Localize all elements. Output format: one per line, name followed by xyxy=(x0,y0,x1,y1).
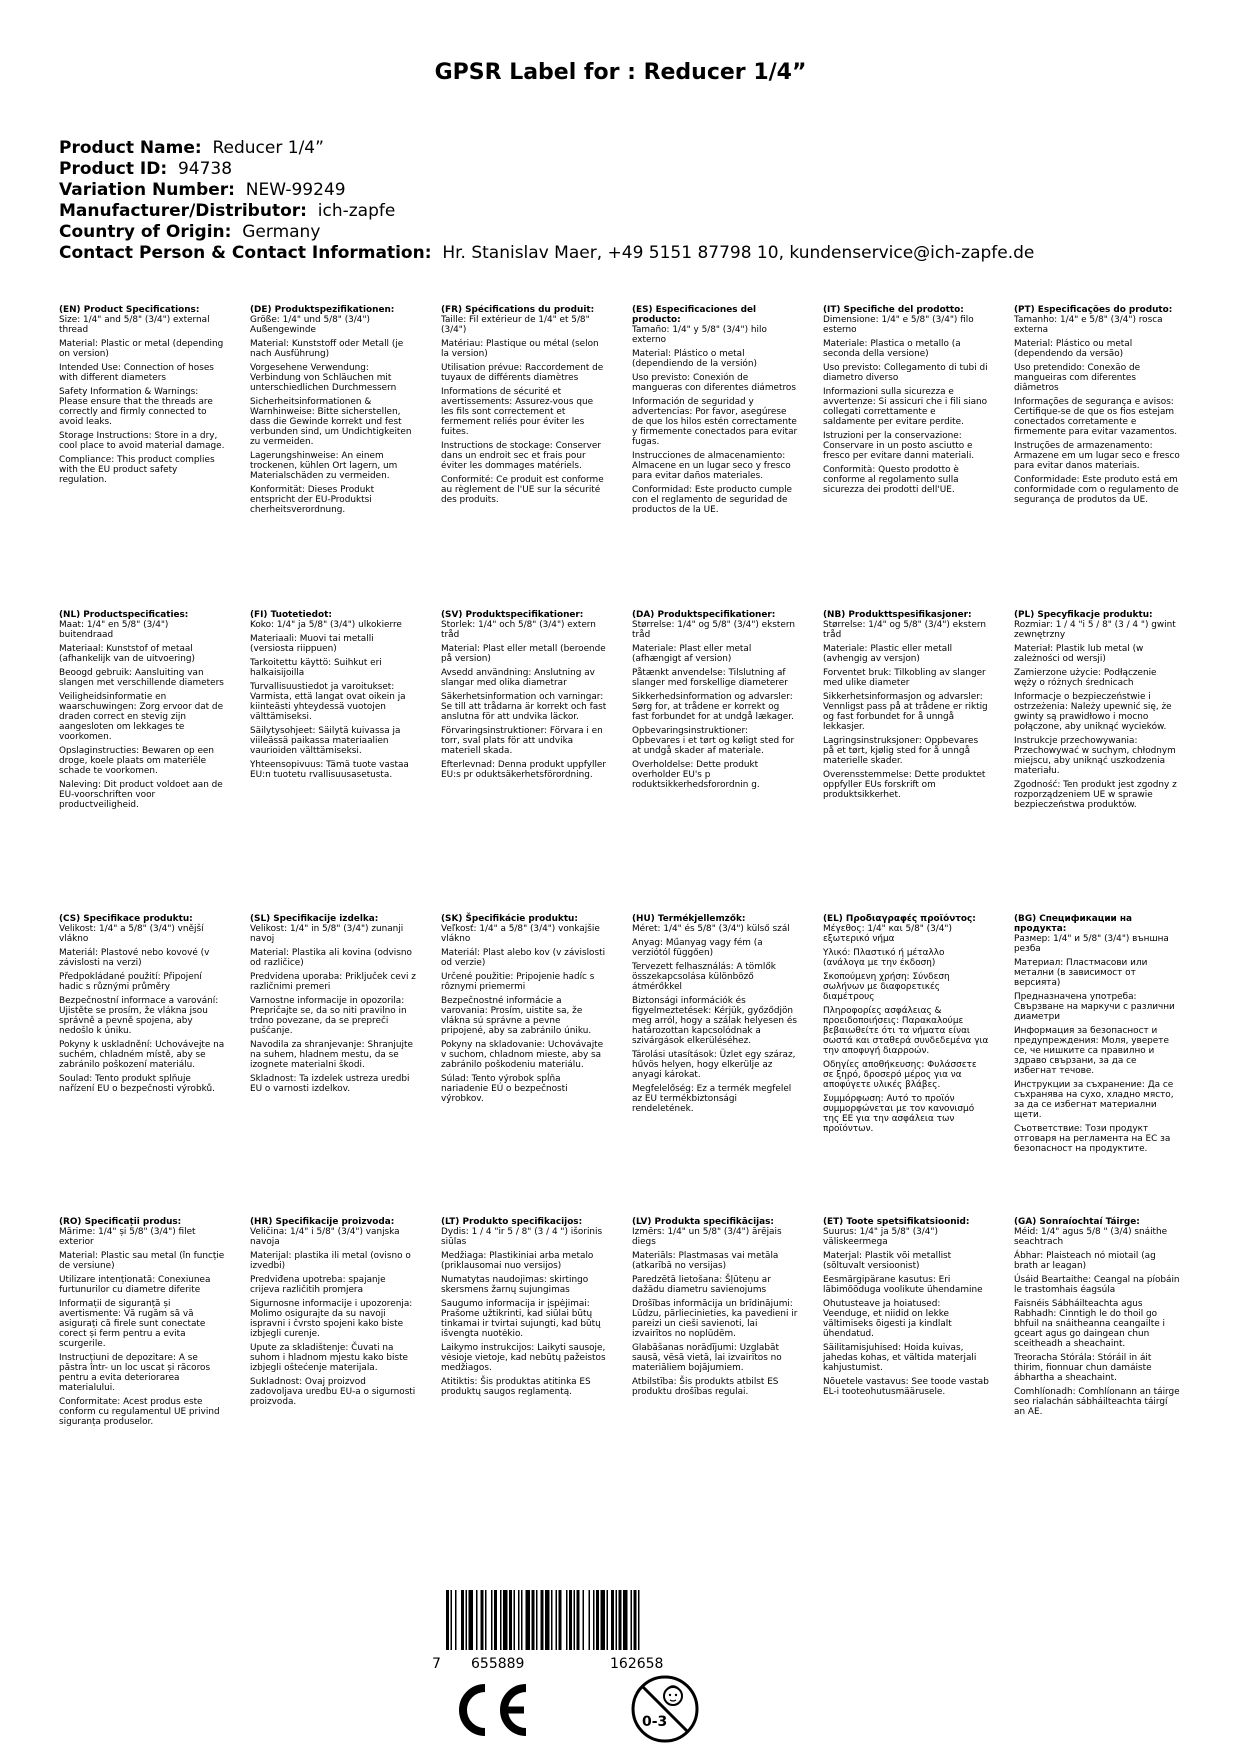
spec-block-sv xyxy=(441,610,607,784)
spec-block-hu xyxy=(632,914,798,1118)
product-info-label: Variation Number: xyxy=(59,180,235,200)
spec-paragraph: Sikkerhetsinformasjon og advarsler: Vennligst pass på at trådene er riktig og fast forbundet for å unngå lekkasjer. xyxy=(823,692,988,732)
spec-paragraph: Información de seguridad y advertencias: Por favor, asegúrese de que los hilos estén correctamente y firmemente conectados para evitar fugas. xyxy=(632,397,798,447)
spec-paragraph: Soulad: Tento produkt splňuje nařízení EU o bezpečnosti výrobků. xyxy=(59,1074,215,1094)
spec-paragraph: Materiale: Plastica o metallo (a seconda della versione) xyxy=(823,339,961,359)
spec-paragraph: Předpokládané použití: Připojení hadic s různými průměry xyxy=(59,972,202,992)
spec-paragraph: Suurus: 1/4" ja 5/8" (3/4") väliskeermega xyxy=(823,1227,938,1247)
spec-paragraph: Materiál: Plastové nebo kovové (v závislosti na verzi) xyxy=(59,948,210,968)
spec-paragraph: Størrelse: 1/4" og 5/8" (3/4") ekstern tråd xyxy=(632,620,795,640)
spec-paragraph: Ohutusteave ja hoiatused: Veenduge, et niidid on lekke vältimiseks õigesti ja kindlalt ühendatud. xyxy=(823,1299,952,1339)
spec-paragraph: Utilisation prévue: Raccordement de tuyaux de différents diamètres xyxy=(441,363,604,383)
spec-block-sl xyxy=(250,914,416,1098)
spec-paragraph: Konformität: Dieses Produkt entspricht der EU-Produktsi cherheitsverordnung. xyxy=(250,485,375,515)
spec-paragraph: Materiāls: Plastmasas vai metāla (atkarībā no versijas) xyxy=(632,1251,779,1271)
spec-paragraph: Medžiaga: Plastikiniai arba metalo (priklausomai nuo versijos) xyxy=(441,1251,594,1271)
spec-paragraph: Υλικό: Πλαστικό ή μέταλλο (ανάλογα με την έκδοση) xyxy=(823,948,945,968)
spec-paragraph: Conformité: Ce produit est conforme au règlement de l'UE sur la sécurité des produits. xyxy=(441,475,604,505)
spec-paragraph: Sicherheitsinformationen & Warnhinweise: Bitte sicherstellen, dass die Gewinde korrekt und fest verbunden sind, um Undichtigkeiten zu vermeiden. xyxy=(250,397,412,447)
spec-paragraph: Material: Plast eller metall (beroende på version) xyxy=(441,644,606,664)
spec-paragraph: Yhteensopivuus: Tämä tuote vastaa EU:n tuotetu rvallisuusasetusta. xyxy=(250,760,409,780)
spec-heading: (FR) Spécifications du produit: xyxy=(441,305,595,315)
spec-paragraph: Mărime: 1/4" și 5/8" (3/4") filet exterior xyxy=(59,1227,196,1247)
spec-block-nb xyxy=(823,610,989,804)
spec-heading: (DA) Produktspecifikationer: xyxy=(632,610,776,620)
spec-paragraph: Sikkerhedsinformation og advarsler: Sørg for, at trådene er korrekt og fast forbundet for at undgå lækager. xyxy=(632,692,794,722)
spec-paragraph: Koko: 1/4" ja 5/8" (3/4") ulkokierre xyxy=(250,620,402,630)
spec-paragraph: Instruções de armazenamento: Armazene em um lugar seco e fresco para evitar danos materiais. xyxy=(1014,441,1180,471)
spec-paragraph: Materiale: Plast eller metal (afhængigt af version) xyxy=(632,644,752,664)
spec-heading: (EL) Προδιαγραφές προϊόντος: xyxy=(823,914,976,924)
product-info-row xyxy=(59,138,1209,159)
spec-block-it xyxy=(823,305,989,499)
spec-paragraph: Σκοπούμενη χρήση: Σύνδεση σωλήνων με διαφορετικές διαμέτρους xyxy=(823,972,950,1002)
spec-paragraph: Súlad: Tento výrobok spĺňa nariadenie EÚ o bezpečnosti výrobkov. xyxy=(441,1074,568,1104)
spec-paragraph: Atbilstība: Šis produkts atbilst ES produktu drošības regulai. xyxy=(632,1377,779,1397)
spec-paragraph: Matériau: Plastique ou métal (selon la version) xyxy=(441,339,599,359)
spec-paragraph: Uso pretendido: Conexão de mangueiras com diferentes diâmetros xyxy=(1014,363,1141,393)
spec-paragraph: Sigurnosne informacije i upozorenja: Molimo osigurajte da su navoji ispravni i čvrsto spojeni kako biste izbjegli curenje. xyxy=(250,1299,413,1339)
spec-paragraph: Storlek: 1/4" och 5/8" (3/4") extern tråd xyxy=(441,620,596,640)
spec-paragraph: Conformità: Questo prodotto è conforme al regolamento sulla sicurezza dei prodotti dell'UE. xyxy=(823,465,959,495)
spec-heading: (NL) Productspecificaties: xyxy=(59,610,189,620)
spec-block-pt xyxy=(1014,305,1180,509)
spec-paragraph: Съответствие: Този продукт отговаря на регламента на ЕС за безопасност на продуктите. xyxy=(1014,1124,1171,1154)
spec-paragraph: Förvaringsinstruktioner: Förvara i en torr, sval plats för att undvika materiell skada. xyxy=(441,726,603,756)
spec-paragraph: Drošības informācija un brīdinājumi: Lūdzu, pārliecinieties, ka pavedieni ir pareizi un cieši savienoti, lai izvairītos no noplūdēm. xyxy=(632,1299,798,1339)
spec-paragraph: Conformidad: Este producto cumple con el reglamento de seguridad de productos de la UE. xyxy=(632,485,793,515)
spec-paragraph: Bezpečnostní informace a varování: Ujistěte se prosím, že vlákna jsou správně a pevně spojena, aby nedošlo k úniku. xyxy=(59,996,219,1036)
barcode-digits xyxy=(432,1656,715,1676)
spec-heading: (ES) Especificaciones del producto: xyxy=(632,305,757,325)
spec-paragraph: Numatytas naudojimas: skirtingo skersmens žarnų sujungimas xyxy=(441,1275,589,1295)
spec-paragraph: Sukladnost: Ovaj proizvod zadovoljava uredbu EU-a o sigurnosti proizvoda. xyxy=(250,1377,416,1407)
spec-paragraph: Velikost: 1/4" a 5/8" (3/4") vnější vlákno xyxy=(59,924,204,944)
spec-paragraph: Размер: 1/4" и 5/8" (3/4") външна резба xyxy=(1014,934,1169,954)
spec-paragraph: Μέγεθος: 1/4" και 5/8" (3/4") εξωτερικό νήμα xyxy=(823,924,952,944)
spec-paragraph: Materiał: Plastik lub metal (w zależności od wersji) xyxy=(1014,644,1144,664)
spec-paragraph: Dydis: 1 / 4 "ir 5 / 8" (3 / 4 ") išorinis siūlas xyxy=(441,1227,603,1247)
spec-heading: (GA) Sonraíochtaí Táirge: xyxy=(1014,1217,1140,1227)
spec-block-hr xyxy=(250,1217,416,1411)
spec-paragraph: Overensstemmelse: Dette produktet oppfyller EUs forskrift om produktsikkerhet. xyxy=(823,770,986,800)
product-info-value: Reducer 1/4” xyxy=(212,138,324,158)
spec-paragraph: Tarkoitettu käyttö: Suihkut eri halkaisijoilla xyxy=(250,658,382,678)
spec-paragraph: Varnostne informacije in opozorila: Prepričajte se, da so niti pravilno in trdno povezane, da se prepreči puščanje. xyxy=(250,996,407,1036)
spec-paragraph: Materiaali: Muovi tai metalli (versiosta riippuen) xyxy=(250,634,374,654)
spec-paragraph: Opbevaringsinstruktioner: Opbevares i et tørt og køligt sted for at undgå skader af materiale. xyxy=(632,726,795,756)
product-info-value: ich-zapfe xyxy=(317,201,396,221)
spec-paragraph: Størrelse: 1/4" og 5/8" (3/4") ekstern tråd xyxy=(823,620,986,640)
product-info-row xyxy=(59,180,1209,201)
spec-heading: (DE) Produktspezifikationen: xyxy=(250,305,395,315)
spec-paragraph: Velikost: 1/4" in 5/8" (3/4") zunanji navoj xyxy=(250,924,404,944)
spec-heading: (SL) Specifikacije izdelka: xyxy=(250,914,379,924)
spec-paragraph: Faisnéis Sábháilteachta agus Rabhadh: Cinntigh le do thoil go bhfuil na snáitheanna ceangailte i gceart agus go daingean chun sceitheadh a sheachaint. xyxy=(1014,1299,1165,1349)
spec-paragraph: Säilitamisjuhised: Hoida kuivas, jahedas kohas, et vältida materjali kahjustumist. xyxy=(823,1343,977,1373)
spec-paragraph: Materiál: Plast alebo kov (v závislosti od verzie) xyxy=(441,948,606,968)
age-restriction-0-3-icon xyxy=(630,1674,700,1744)
spec-paragraph: Zamierzone użycie: Podłączenie węży o różnych średnicach xyxy=(1014,668,1157,688)
spec-paragraph: Eesmärgipärane kasutus: Eri läbimõõduga voolikute ühendamine xyxy=(823,1275,983,1295)
spec-paragraph: Veiligheidsinformatie en waarschuwingen: Zorg ervoor dat de draden correct en stevig zijn aangesloten om lekkages te voorkomen. xyxy=(59,692,224,742)
spec-paragraph: Информация за безопасност и предупреждения: Моля, уверете се, че нишките са правилно и здраво свързани, за да се избегнат течове. xyxy=(1014,1026,1169,1076)
spec-paragraph: Navodila za shranjevanje: Shranjujte na suhem, hladnem mestu, da se izognete materialni škodi. xyxy=(250,1040,413,1070)
spec-paragraph: Určené použitie: Pripojenie hadíc s rôznymi priemermi xyxy=(441,972,595,992)
spec-block-fr xyxy=(441,305,607,509)
product-info-label: Contact Person & Contact Information: xyxy=(59,243,432,263)
spec-heading: (IT) Specifiche del prodotto: xyxy=(823,305,964,315)
spec-paragraph: Material: Plástico o metal (dependiendo de la versión) xyxy=(632,349,757,369)
spec-paragraph: Uso previsto: Collegamento di tubi di diametro diverso xyxy=(823,363,988,383)
spec-heading: (HR) Specifikacije proizvoda: xyxy=(250,1217,395,1227)
barcode-digit-group-right: 162658 xyxy=(610,1656,664,1672)
spec-paragraph: Lagringsinstruksjoner: Oppbevares på et tørt, kjølig sted for å unngå materielle skader. xyxy=(823,736,979,766)
spec-paragraph: Saugumo informacija ir įspėjimai: Prašome užtikrinti, kad siūlai būtų tinkamai ir tvirtai sujungti, kad būtų išvengta nuotėkio. xyxy=(441,1299,601,1339)
barcode-digit-group-left: 655889 xyxy=(471,1656,525,1672)
spec-paragraph: Материал: Пластмасови или метални (в зависимост от версията) xyxy=(1014,958,1148,988)
spec-paragraph: Veličina: 1/4" i 5/8" (3/4") vanjska navoja xyxy=(250,1227,400,1247)
spec-paragraph: Megfelelőség: Ez a termék megfelel az EU termékbiztonsági rendeletének. xyxy=(632,1084,792,1114)
spec-block-ga xyxy=(1014,1217,1180,1421)
spec-heading: (LT) Produkto specifikacijos: xyxy=(441,1217,583,1227)
product-info-row xyxy=(59,201,1209,222)
spec-paragraph: Paredzētā lietošana: Šļūteņu ar dažādu diametru savienojums xyxy=(632,1275,771,1295)
product-info-row xyxy=(59,222,1209,243)
spec-heading: (EN) Product Specifications: xyxy=(59,305,200,315)
spec-paragraph: Συμμόρφωση: Αυτό το προϊόν συμμορφώνεται με τον κανονισμό της ΕΕ για την ασφάλεια των προϊόντων. xyxy=(823,1094,975,1134)
spec-block-et xyxy=(823,1217,989,1401)
spec-heading: (BG) Спецификации на продукта: xyxy=(1014,914,1132,934)
spec-paragraph: Ábhar: Plaisteach nó miotail (ag brath ar leagan) xyxy=(1014,1251,1156,1271)
spec-paragraph: Conformidade: Este produto está em conformidade com o regulamento de segurança de produtos da UE. xyxy=(1014,475,1179,505)
spec-block-ro xyxy=(59,1217,225,1431)
spec-block-lv xyxy=(632,1217,798,1401)
spec-paragraph: Overholdelse: Dette produkt overholder EU's p roduktsikkerhedsforordnin g. xyxy=(632,760,760,790)
spec-heading: (HU) Termékjellemzők: xyxy=(632,914,746,924)
spec-heading: (PT) Especificações do produto: xyxy=(1014,305,1173,315)
spec-heading: (NB) Produkttspesifikasjoner: xyxy=(823,610,972,620)
product-info-row xyxy=(59,243,1209,264)
spec-block-el xyxy=(823,914,989,1138)
spec-paragraph: Material: Plastic sau metal (în funcție de versiune) xyxy=(59,1251,225,1271)
spec-paragraph: Οδηγίες αποθήκευσης: Φυλάσσετε σε ξηρό, δροσερό μέρος για να αποφύγετε υλικές βλάβες. xyxy=(823,1060,977,1090)
spec-paragraph: Beoogd gebruik: Aansluiting van slangen met verschillende diameters xyxy=(59,668,224,688)
spec-paragraph: Nõuetele vastavus: See toode vastab EL-i tooteohutusmäärusele. xyxy=(823,1377,989,1397)
spec-block-da xyxy=(632,610,798,794)
product-info-label: Product Name: xyxy=(59,138,202,158)
spec-paragraph: Uso previsto: Conexión de mangueras con diferentes diámetros xyxy=(632,373,796,393)
spec-paragraph: Zgodność: Ten produkt jest zgodny z rozporządzeniem UE w sprawie bezpieczeństwa produktów. xyxy=(1014,780,1177,810)
spec-paragraph: Informações de segurança e avisos: Certifique-se de que os fios estejam conectados corretamente e firmemente para evitar vazamentos. xyxy=(1014,397,1178,437)
product-info-value: Germany xyxy=(242,222,321,242)
spec-paragraph: Atitiktis: Šis produktas atitinka ES produktų saugos reglamentą. xyxy=(441,1377,591,1397)
spec-block-pl xyxy=(1014,610,1180,814)
spec-paragraph: Pokyny k uskladnění: Uchovávejte na suchém, chladném místě, aby se zabránilo poškození materiálu. xyxy=(59,1040,225,1070)
spec-block-en xyxy=(59,305,225,489)
spec-heading: (LV) Produkta specifikācijas: xyxy=(632,1217,774,1227)
product-info-label: Product ID: xyxy=(59,159,168,179)
spec-paragraph: Instrukcje przechowywania: Przechowywać w suchym, chłodnym miejscu, aby uniknąć uszkodzenia materiału. xyxy=(1014,736,1176,776)
spec-paragraph: Påtænkt anvendelse: Tilslutning af slanger med forskellige diameterer xyxy=(632,668,788,688)
spec-block-fi xyxy=(250,610,416,784)
spec-paragraph: Méret: 1/4" és 5/8" (3/4") külső szál xyxy=(632,924,790,934)
spec-paragraph: Taille: Fil extérieur de 1/4" et 5/8" (3/4") xyxy=(441,315,590,335)
spec-paragraph: Vorgesehene Verwendung: Verbindung von Schläuchen mit unterschiedlichen Durchmessern xyxy=(250,363,397,393)
spec-paragraph: Tamanho: 1/4" e 5/8" (3/4") rosca externa xyxy=(1014,315,1163,335)
spec-heading: (CS) Specifikace produktu: xyxy=(59,914,193,924)
spec-block-cs xyxy=(59,914,225,1098)
spec-paragraph: Materiale: Plastic eller metall (avhengig av versjon) xyxy=(823,644,953,664)
spec-paragraph: Safety Information & Warnings: Please ensure that the threads are correctly and firmly connected to avoid leaks. xyxy=(59,387,213,427)
spec-paragraph: Maat: 1/4" en 5/8" (3/4") buitendraad xyxy=(59,620,169,640)
spec-paragraph: Materiaal: Kunststof of metaal (afhankelijk van de uitvoering) xyxy=(59,644,195,664)
spec-paragraph: Material: Plastika ali kovina (odvisno od različice) xyxy=(250,948,412,968)
spec-paragraph: Storage Instructions: Store in a dry, cool place to avoid material damage. xyxy=(59,431,225,451)
spec-block-lt xyxy=(441,1217,607,1401)
spec-block-nl xyxy=(59,610,225,814)
page-title: GPSR Label for : Reducer 1/4” xyxy=(434,60,807,85)
product-info-value: 94738 xyxy=(177,159,233,179)
spec-paragraph: Material: Kunststoff oder Metall (je nach Ausführung) xyxy=(250,339,404,359)
product-info-label: Manufacturer/Distributor: xyxy=(59,201,307,221)
spec-paragraph: Informații de siguranță și avertismente: Vă rugăm să vă asigurați că firele sunt conectate corect și ferm pentru a evita scurgerile. xyxy=(59,1299,206,1349)
spec-paragraph: Avsedd användning: Anslutning av slangar med olika diametrar xyxy=(441,668,595,688)
product-info-label: Country of Origin: xyxy=(59,222,232,242)
product-info-value: Hr. Stanislav Maer, +49 5151 87798 10, kundenservice@ich-zapfe.de xyxy=(442,243,1035,263)
spec-block-de xyxy=(250,305,416,519)
spec-paragraph: Pokyny na skladovanie: Uchovávajte v suchom, chladnom mieste, aby sa zabránilo poškodeniu materiálu. xyxy=(441,1040,604,1070)
barcode-icon xyxy=(440,1590,715,1654)
spec-paragraph: Material: Plastic or metal (depending on version) xyxy=(59,339,224,359)
spec-paragraph: Materijal: plastika ili metal (ovisno o izvedbi) xyxy=(250,1251,411,1271)
spec-heading: (ET) Toote spetsifikatsioonid: xyxy=(823,1217,970,1227)
spec-paragraph: Anyag: Műanyag vagy fém (a verziótól függően) xyxy=(632,938,763,958)
spec-paragraph: Upute za skladištenje: Čuvati na suhom i hladnom mjestu kako biste izbjegli oštećenje materijala. xyxy=(250,1343,409,1373)
spec-paragraph: Tárolási utasítások: Üzlet egy száraz, hűvös helyen, hogy elkerülje az anyagi károkat. xyxy=(632,1050,796,1080)
spec-block-es xyxy=(632,305,798,519)
spec-paragraph: Intended Use: Connection of hoses with different diameters xyxy=(59,363,214,383)
spec-paragraph: Size: 1/4" and 5/8" (3/4") external thread xyxy=(59,315,210,335)
spec-paragraph: Predvidena uporaba: Priključek cevi z različnimi premeri xyxy=(250,972,416,992)
spec-paragraph: Opslaginstructies: Bewaren op een droge, koele plaats om materiële schade te voorkomen. xyxy=(59,746,215,776)
spec-paragraph: Comhlíonadh: Comhlíonann an táirge seo rialachán sábháilteachta táirgí an AE. xyxy=(1014,1387,1180,1417)
product-info-value: NEW-99249 xyxy=(245,180,346,200)
spec-paragraph: Úsáid Beartaithe: Ceangal na píobáin le trastomhais éagsúla xyxy=(1014,1275,1180,1295)
spec-paragraph: Veľkosť: 1/4" a 5/8" (3/4") vonkajšie vlákno xyxy=(441,924,600,944)
spec-paragraph: Instrucțiuni de depozitare: A se păstra într- un loc uscat și răcoros pentru a evita deteriorarea materialului. xyxy=(59,1353,211,1393)
spec-paragraph: Инструкции за съхранение: Да се съхранява на сухо, хладно място, за да се избегнат материални щети. xyxy=(1014,1080,1174,1120)
spec-paragraph: Tervezett felhasználás: A tömlők összekapcsolása különböző átmérőkkel xyxy=(632,962,776,992)
spec-paragraph: Größe: 1/4" und 5/8" (3/4") Außengewinde xyxy=(250,315,370,335)
spec-paragraph: Istruzioni per la conservazione: Conservare in un posto asciutto e fresco per evitare danni materiali. xyxy=(823,431,975,461)
spec-paragraph: Informacje o bezpieczeństwie i ostrzeżenia: Należy upewnić się, że gwinty są prawidłowo i mocno połączone, aby uniknąć wycieków. xyxy=(1014,692,1172,732)
spec-paragraph: Πληροφορίες ασφάλειας & προειδοποιήσεις: Παρακαλούμε βεβαιωθείτε ότι τα νήματα είναι σωστά και σταθερά συνδεδεμένα για την αποφυγή διαρροών. xyxy=(823,1006,989,1056)
spec-paragraph: Treoracha Stórála: Stóráil in áit thirim, fionnuar chun damáiste ábhartha a sheachaint. xyxy=(1014,1353,1152,1383)
spec-paragraph: Dimensione: 1/4" e 5/8" (3/4") filo esterno xyxy=(823,315,974,335)
barcode-digit-first: 7 xyxy=(432,1656,441,1672)
spec-paragraph: Rozmiar: 1 / 4 "i 5 / 8" (3 / 4 ") gwint zewnętrzny xyxy=(1014,620,1176,640)
spec-paragraph: Compliance: This product complies with the EU product safety regulation. xyxy=(59,455,215,485)
spec-paragraph: Instrucciones de almacenamiento: Almacene en un lugar seco y fresco para evitar daños materiales. xyxy=(632,451,791,481)
spec-heading: (SV) Produktspecifikationer: xyxy=(441,610,584,620)
spec-paragraph: Materjal: Plastik või metallist (sõltuvalt versioonist) xyxy=(823,1251,952,1271)
spec-paragraph: Bezpečnostné informácie a varovania: Prosím, uistite sa, že vlákna sú správne a pevne pripojené, aby sa zabránilo úniku. xyxy=(441,996,592,1036)
spec-paragraph: Utilizare intenționată: Conexiunea furtunurilor cu diametre diferite xyxy=(59,1275,211,1295)
spec-paragraph: Turvallisuustiedot ja varoitukset: Varmista, että langat ovat oikein ja kiinteästi yhteydessä vuotojen välttämiseksi. xyxy=(250,682,406,722)
spec-paragraph: Glabāšanas norādījumi: Uzglabāt sausā, vēsā vietā, lai izvairītos no materiāliem bojājumiem. xyxy=(632,1343,782,1373)
spec-paragraph: Informazioni sulla sicurezza e avvertenze: Si assicuri che i fili siano collegati correttamente e saldamente per evitare perdite. xyxy=(823,387,988,427)
spec-heading: (SK) Špecifikácie produktu: xyxy=(441,914,578,924)
spec-heading: (RO) Specificații produs: xyxy=(59,1217,182,1227)
spec-paragraph: Efterlevnad: Denna produkt uppfyller EU:s pr oduktsäkerhetsförordning. xyxy=(441,760,607,780)
product-info-row xyxy=(59,159,1209,180)
spec-paragraph: Naleving: Dit product voldoet aan de EU-voorschriften voor productveiligheid. xyxy=(59,780,223,810)
spec-paragraph: Tamaño: 1/4" y 5/8" (3/4") hilo externo xyxy=(632,325,767,345)
spec-paragraph: Forventet bruk: Tilkobling av slanger med ulike diameter xyxy=(823,668,986,688)
spec-paragraph: Conformitate: Acest produs este conform cu regulamentul UE privind siguranța produselor. xyxy=(59,1397,220,1427)
spec-paragraph: Izmērs: 1/4" un 5/8" (3/4") ārējais diegs xyxy=(632,1227,782,1247)
spec-paragraph: Predviđena upotreba: spajanje crijeva različitih promjera xyxy=(250,1275,386,1295)
product-info xyxy=(59,138,1209,264)
svg-text:0-3: 0-3 xyxy=(642,1714,668,1730)
spec-heading: (FI) Tuotetiedot: xyxy=(250,610,332,620)
spec-paragraph: Material: Plástico ou metal (dependendo da versão) xyxy=(1014,339,1133,359)
spec-paragraph: Skladnost: Ta izdelek ustreza uredbi EU o varnosti izdelkov. xyxy=(250,1074,410,1094)
ce-mark-icon xyxy=(452,1682,532,1738)
spec-paragraph: Méid: 1/4" agus 5/8 " (3/4) snáithe seachtrach xyxy=(1014,1227,1168,1247)
spec-paragraph: Instructions de stockage: Conserver dans un endroit sec et frais pour éviter les dommages matériels. xyxy=(441,441,601,471)
spec-paragraph: Предназначена употреба: Свързване на маркучи с различни диаметри xyxy=(1014,992,1175,1022)
spec-block-bg xyxy=(1014,914,1180,1158)
spec-paragraph: Informations de sécurité et avertissements: Assurez-vous que les fils sont correctement et fermement reliés pour éviter les fuites. xyxy=(441,387,594,437)
spec-paragraph: Lagerungshinweise: An einem trockenen, kühlen Ort lagern, um Materialschäden zu vermeiden. xyxy=(250,451,398,481)
spec-paragraph: Laikymo instrukcijos: Laikyti sausoje, vėsioje vietoje, kad nebūtų pažeistos medžiagos. xyxy=(441,1343,606,1373)
spec-block-sk xyxy=(441,914,607,1108)
spec-heading: (PL) Specyfikacje produktu: xyxy=(1014,610,1153,620)
spec-paragraph: Säkerhetsinformation och varningar: Se till att trådarna är korrekt och fast anslutna för att undvika läckor. xyxy=(441,692,607,722)
spec-paragraph: Biztonsági információk és figyelmeztetések: Kérjük, győződjön meg arról, hogy a szálak helyesen és határozottan kapcsolódnak a szivárgások elkerüléséhez. xyxy=(632,996,797,1046)
spec-paragraph: Säilytysohjeet: Säilytä kuivassa ja viileässä paikassa materiaalien vaurioiden välttämiseksi. xyxy=(250,726,401,756)
